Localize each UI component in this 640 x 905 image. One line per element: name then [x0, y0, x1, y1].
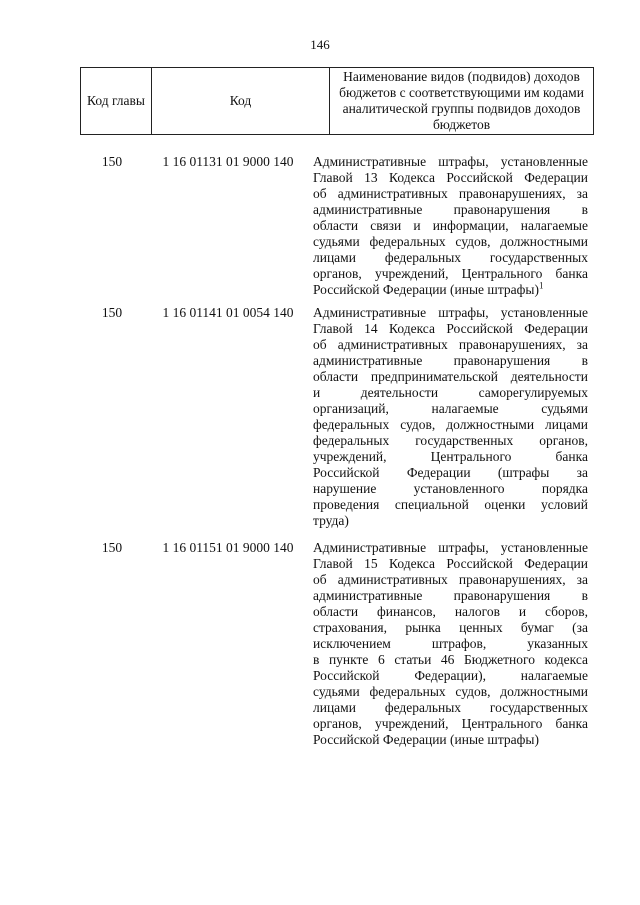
row-code: 1 16 01141 01 0054 140	[162, 305, 294, 320]
footnote-marker: 1	[538, 280, 544, 291]
header-code: Код	[152, 68, 330, 135]
row-chapter-code: 150	[101, 540, 123, 555]
header-name: Наименование видов (подвидов) доходов бюджетов с соответствующими им кодами аналитической группы подвидов доходов бюджетов	[330, 68, 594, 135]
row-chapter-code: 150	[101, 154, 123, 169]
row-name: Административные штрафы, установленные Главой 14 Кодекса Российской Федерации об административных правонарушениях, за административные правонарушения в области предпринимательской деятельности и деятельности саморегулируемых организаций, налагаемые судьями федеральных судов, должностными лицами федеральных государственных органов, учреждений, Центрального банка Российской Федерации (штрафы за нарушение установленного порядка проведения специальной оценки условий труда)	[313, 305, 588, 528]
row-code: 1 16 01131 01 9000 140	[162, 154, 294, 169]
row-chapter-code: 150	[101, 305, 123, 320]
row-name: Административные штрафы, установленные Главой 15 Кодекса Российской Федерации об административных правонарушениях, за административные правонарушения в области финансов, налогов и сборов, страхования, рынка ценных бумаг (за исключением штрафов, указанных в пункте 6 статьи 46 Бюджетного кодекса Российской Федерации), налагаемые судьями федеральных судов, должностными лицами федеральных государственных органов, учреждений, Центрального банка Российской Федерации (иные штрафы)	[313, 540, 588, 747]
row-name: Административные штрафы, установленные Главой 13 Кодекса Российской Федерации об административных правонарушениях, за административные правонарушения в области связи и информации, налагаемые судьями федеральных судов, должностными лицами федеральных государственных органов, учреждений, Центрального банка Российской Федерации (иные штрафы)$^1$	[313, 154, 588, 297]
table-header	[80, 67, 594, 135]
page-number: 146	[310, 37, 330, 52]
header-chapter-code: Код главы	[81, 68, 152, 135]
row-name-last-line: Российской Федерации (иные штрафы)	[313, 282, 539, 297]
row-code: 1 16 01151 01 9000 140	[162, 540, 294, 555]
